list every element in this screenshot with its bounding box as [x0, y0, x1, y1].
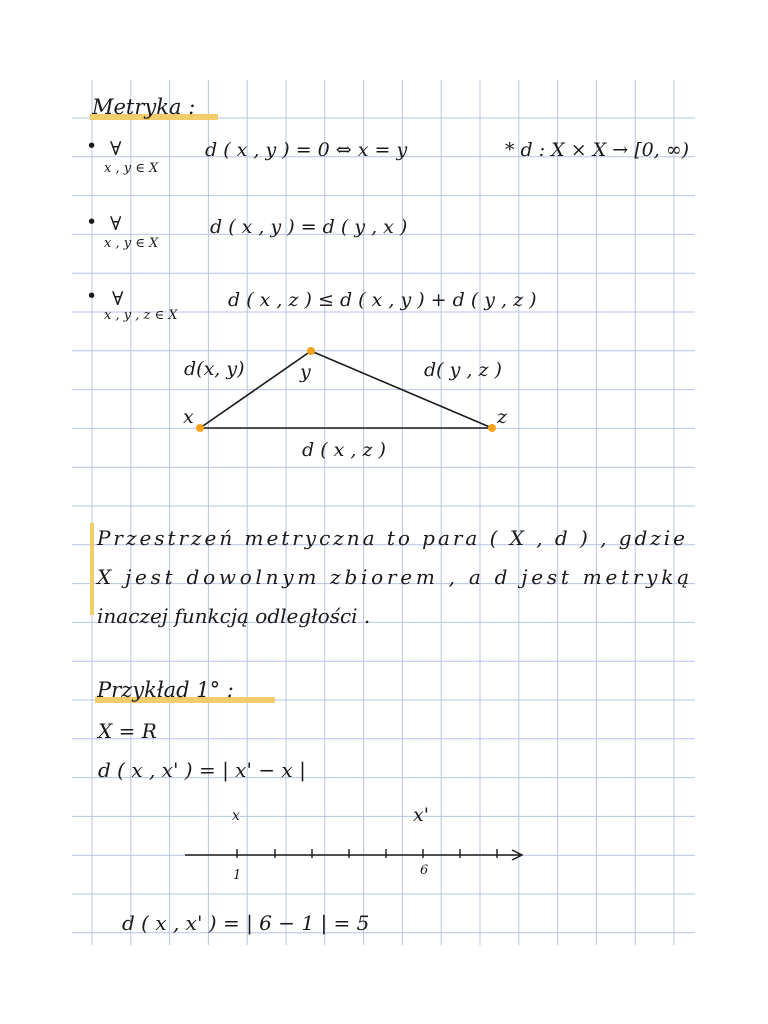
example-line-1: X = R [98, 719, 157, 743]
axiom-3-vars: x , y , z ∈ X [104, 308, 178, 323]
axiom-2-bullet: • [86, 211, 98, 233]
point-x-label: x [232, 808, 240, 824]
vertex-z-point [488, 424, 496, 432]
definition-line-3: inaczej funkcją odległości . [97, 604, 371, 628]
axiom-2-vars: x , y ∈ X [104, 236, 159, 251]
tick-label-1: 1 [233, 868, 242, 883]
vertex-z-label: z [497, 406, 508, 428]
number-line [185, 804, 522, 883]
example-heading: Przykład 1° : [97, 678, 234, 702]
example-result: d ( x , x' ) = | 6 − 1 | = 5 [122, 911, 370, 935]
definition-line-1: Przestrzeń metryczna to para ( X , d ) , gdzie [97, 526, 685, 550]
definition-highlight-bar [90, 523, 94, 615]
point-x-prime-label: x' [413, 804, 429, 826]
label-d-yz: d( y , z ) [424, 359, 502, 381]
example-line-2: d ( x , x' ) = | x' − x | [98, 758, 306, 782]
number-line-ticks [237, 849, 497, 858]
grid-lines [72, 80, 695, 945]
label-d-xy: d(x, y) [184, 358, 245, 380]
axiom-2-forall: ∀ [110, 213, 122, 235]
axiom-3-forall: ∀ [112, 288, 124, 310]
axiom-1-forall: ∀ [110, 138, 122, 160]
vertex-y-point [307, 347, 315, 355]
vertex-x-label: x [183, 406, 194, 428]
axiom-1-formula: d ( x , y ) = 0 ⇔ x = y [205, 139, 408, 161]
label-d-xz: d ( x , z ) [302, 439, 386, 461]
axiom-1-vars: x , y ∈ X [104, 161, 159, 176]
vertex-y-label: y [300, 361, 311, 383]
definition-line-2: X jest dowolnym zbiorem , a d jest metryką [97, 565, 689, 589]
triangle-diagram [183, 347, 508, 461]
axiom-1-bullet: • [86, 135, 98, 157]
heading-metric: Metryka : [92, 95, 196, 119]
axiom-1-note: * d : X × X → [0, ∞) [505, 139, 690, 161]
tick-label-6: 6 [420, 863, 429, 878]
axiom-2-formula: d ( x , y ) = d ( y , x ) [210, 216, 408, 238]
axiom-3-bullet: • [86, 285, 98, 307]
axiom-3-formula: d ( x , z ) ≤ d ( x , y ) + d ( y , z ) [228, 289, 537, 311]
vertex-x-point [196, 424, 204, 432]
